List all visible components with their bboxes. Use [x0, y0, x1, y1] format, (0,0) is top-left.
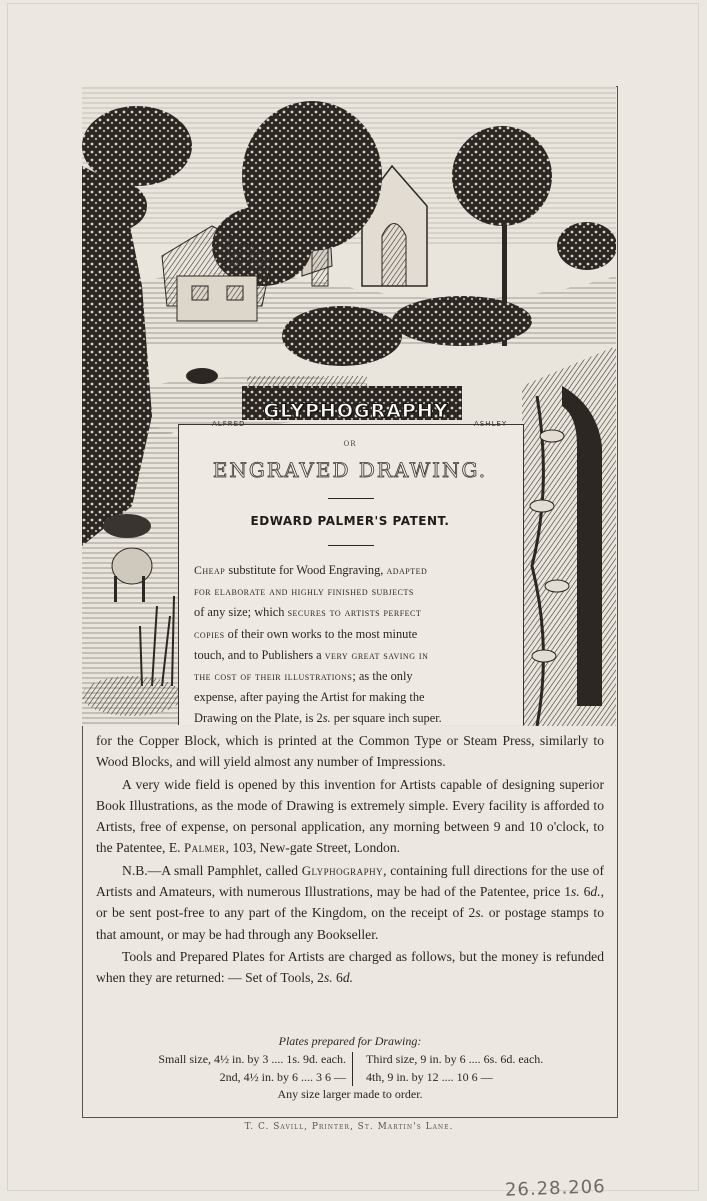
artist-signature-left: ALFRED [212, 420, 246, 428]
or-connector: OR [343, 440, 357, 448]
text-run: Palmer [183, 840, 226, 856]
intro-text: for elaborate and highly finished subjects [194, 585, 414, 599]
printer-imprint: T. C. Savill, Printer, St. Martin's Lane. [244, 1122, 454, 1132]
text-run: Glyphography [301, 862, 384, 878]
text-run: d. [590, 884, 601, 900]
intro-text: ; as the only [352, 669, 413, 684]
intro-text: substitute for Wood Engraving, [225, 563, 387, 577]
text-run: Tools and Prepared Plates for Artists are charged as follows, but the money is refunded when they are returned: — Set of Tools, 2 [96, 948, 604, 986]
text-run: s. [571, 884, 580, 900]
intro-text: touch, and to Publishers a [194, 647, 325, 662]
price-row: 4th, 9 in. by 12 .... 10 6 — [366, 1070, 493, 1084]
intro-text: Cheap [194, 564, 226, 577]
intro-text: adapted [386, 564, 428, 577]
column-divider [352, 1052, 353, 1086]
price-row: Small size, 4½ in. by 3 .... 1s. 9d. each. [158, 1052, 346, 1066]
paragraph-wide-field [96, 774, 604, 859]
intro-text: per square inch super. [330, 711, 442, 726]
intro-paragraph [194, 560, 512, 730]
text-run: s. [475, 905, 485, 921]
glyphography-banner: GLYPHOGRAPHY [263, 400, 449, 422]
price-row: Third size, 9 in. by 6 .... 6s. 6d. each. [366, 1052, 544, 1066]
plates-heading: Plates prepared for Drawing: [278, 1034, 422, 1048]
intro-text: of any size; which [194, 605, 288, 620]
plates-footer: Any size larger made to order. [277, 1087, 423, 1101]
patent-heading: EDWARD PALMER'S PATENT. [250, 514, 450, 528]
price-row: 2nd, 4½ in. by 6 .... 3 6 — [219, 1070, 346, 1084]
accession-number: 26.28.206 [504, 1176, 606, 1201]
intro-text: of their own works to the most minute [224, 626, 418, 641]
intro-text: s. [322, 711, 331, 726]
paragraph-tools [96, 946, 604, 989]
intro-text: very great saving in [324, 648, 429, 662]
text-run: , 103, New-gate Street, London. [225, 840, 401, 856]
intro-text: the cost of their illustrations [194, 670, 353, 684]
intro-text: copies [194, 627, 225, 641]
intro-text: secures to artists perfect [287, 606, 422, 620]
main-title: ENGRAVED DRAWING. [212, 458, 488, 482]
text-run: or postage stamps to that amount, or may be had through any Bookseller. [96, 905, 604, 942]
paragraph-pamphlet [96, 860, 604, 945]
text-run: d. [342, 970, 354, 986]
text-run: , or be sent post-free to any part of the Kingdom, on the receipt of 2 [96, 884, 604, 921]
price-column-right [366, 1050, 598, 1086]
text-run: 6 [579, 884, 591, 900]
text-run: N.B.—A small Pamphlet, called [122, 862, 302, 878]
patent-rule [328, 545, 374, 546]
text-run: 6 [332, 970, 343, 986]
title-rule [328, 498, 374, 499]
intro-text: expense, after paying the Artist for making the [194, 690, 425, 705]
intro-text: Drawing on the Plate, is 2 [194, 711, 323, 726]
text-run: A very wide field is opened by this invention for Artists capable of designing superior Book Illustrations, as the mode of Drawing is extremely simple. Every facility is afforded to Artists, free of expense, on personal application, any morning between 9 and 10 o'clock, to the Patentee, E. [96, 776, 604, 856]
body-text [96, 730, 604, 989]
artist-signature-right: ASHLEY [474, 420, 508, 428]
paragraph-copper-block: for the Copper Block, which is printed at the Common Type or Steam Press, similarly to Wood Blocks, and will yield almost any number of Impressions. [96, 733, 604, 770]
text-run: s. [323, 970, 333, 986]
text-run: , containing full directions for the use of Artists and Amateurs, with numerous Illustrations, may be had of the Patentee, price 1 [96, 862, 604, 900]
price-column-left [112, 1050, 346, 1086]
